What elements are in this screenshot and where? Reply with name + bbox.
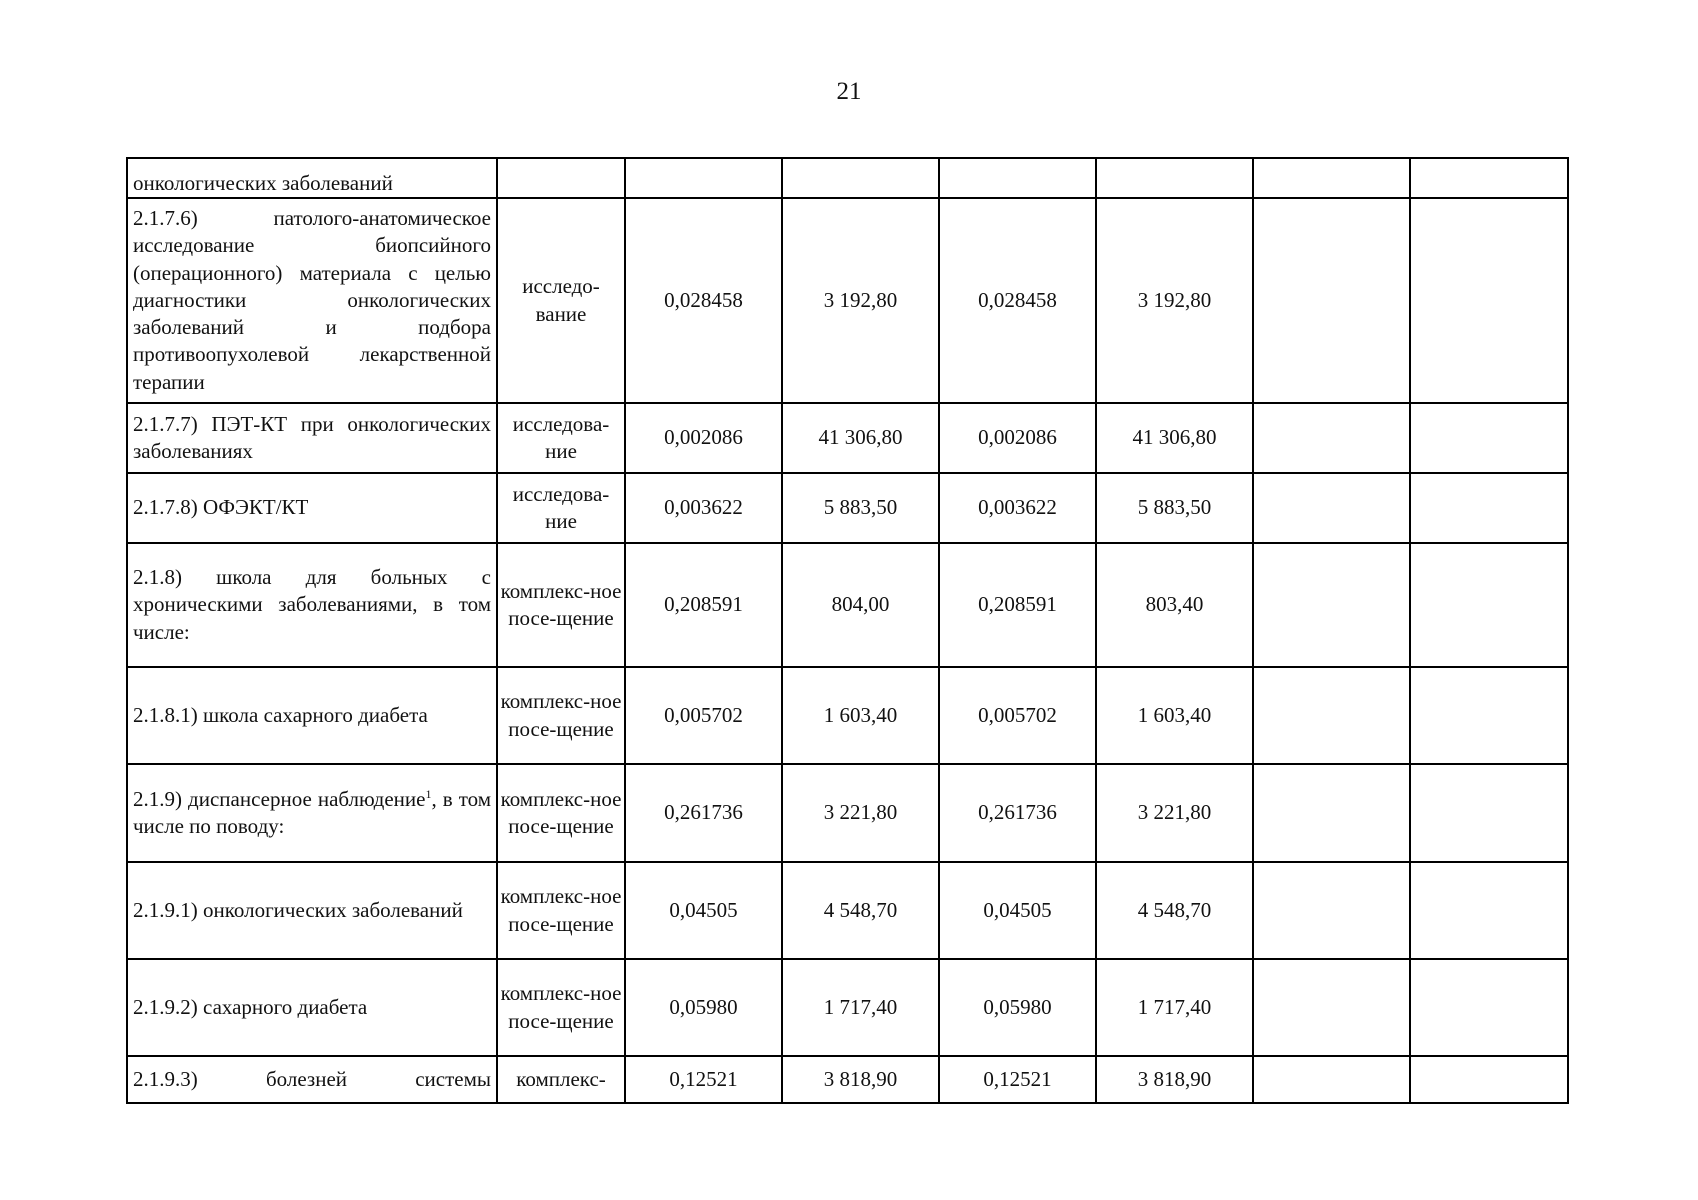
- unit-cell: комплекс-ное посе-щение: [497, 764, 625, 862]
- value-cell: 0,028458: [939, 198, 1096, 403]
- unit-cell: исследова-ние: [497, 473, 625, 543]
- value-cell: [1096, 158, 1253, 198]
- value-cell: 3 818,90: [782, 1056, 939, 1103]
- service-name-cell: 2.1.7.7) ПЭТ-КТ при онкологических заболеваниях: [127, 403, 497, 473]
- value-cell: [625, 158, 782, 198]
- service-name-cell: 2.1.8) школа для больных с хроническими заболеваниями, в том числе:: [127, 543, 497, 667]
- page-number: 21: [836, 78, 862, 105]
- service-name-text: 2.1.9) диспансерное наблюдение: [133, 786, 426, 811]
- table-row: [127, 862, 1568, 959]
- value-cell: 1 717,40: [782, 959, 939, 1056]
- value-cell: 0,12521: [625, 1056, 782, 1103]
- empty-cell: [1410, 473, 1568, 543]
- value-cell: 1 717,40: [1096, 959, 1253, 1056]
- service-name-cell: [127, 764, 497, 862]
- value-cell: 0,003622: [625, 473, 782, 543]
- unit-cell: [497, 158, 625, 198]
- unit-cell: комплекс-ное посе-щение: [497, 667, 625, 764]
- value-cell: 804,00: [782, 543, 939, 667]
- table-row: [127, 198, 1568, 403]
- service-name-cell: 2.1.7.8) ОФЭКТ/КТ: [127, 473, 497, 543]
- value-cell: 0,05980: [939, 959, 1096, 1056]
- service-name-continuation: , в том числе по поводу:: [133, 786, 491, 838]
- value-cell: 5 883,50: [782, 473, 939, 543]
- value-cell: 3 818,90: [1096, 1056, 1253, 1103]
- value-cell: 0,005702: [625, 667, 782, 764]
- service-name-cell: 2.1.9.2) сахарного диабета: [127, 959, 497, 1056]
- unit-cell: комплекс-ное посе-щение: [497, 862, 625, 959]
- value-cell: 0,005702: [939, 667, 1096, 764]
- value-cell: 5 883,50: [1096, 473, 1253, 543]
- service-name-cell: 2.1.9.1) онкологических заболеваний: [127, 862, 497, 959]
- table-row: [127, 667, 1568, 764]
- empty-cell: [1410, 1056, 1568, 1103]
- value-cell: 803,40: [1096, 543, 1253, 667]
- unit-cell: исследова-ние: [497, 403, 625, 473]
- empty-cell: [1410, 158, 1568, 198]
- service-name-cell: 2.1.9.3) болезней системы: [127, 1056, 497, 1103]
- value-cell: 1 603,40: [1096, 667, 1253, 764]
- footnote-marker: 1: [425, 786, 432, 801]
- value-cell: 4 548,70: [1096, 862, 1253, 959]
- value-cell: [782, 158, 939, 198]
- value-cell: 0,208591: [625, 543, 782, 667]
- value-cell: 4 548,70: [782, 862, 939, 959]
- value-cell: 0,05980: [625, 959, 782, 1056]
- value-cell: 0,002086: [625, 403, 782, 473]
- empty-cell: [1410, 862, 1568, 959]
- empty-cell: [1253, 667, 1410, 764]
- table-row: [127, 473, 1568, 543]
- value-cell: 0,04505: [939, 862, 1096, 959]
- empty-cell: [1410, 198, 1568, 403]
- value-cell: 0,208591: [939, 543, 1096, 667]
- empty-cell: [1253, 403, 1410, 473]
- empty-cell: [1253, 158, 1410, 198]
- table-row: [127, 959, 1568, 1056]
- unit-cell: исследо-вание: [497, 198, 625, 403]
- service-name-cell: онкологических заболеваний: [127, 158, 497, 198]
- table-row: [127, 543, 1568, 667]
- service-name-cell: 2.1.8.1) школа сахарного диабета: [127, 667, 497, 764]
- value-cell: 0,028458: [625, 198, 782, 403]
- value-cell: 1 603,40: [782, 667, 939, 764]
- empty-cell: [1410, 764, 1568, 862]
- empty-cell: [1253, 862, 1410, 959]
- unit-cell: комплекс-ное посе-щение: [497, 959, 625, 1056]
- empty-cell: [1410, 959, 1568, 1056]
- value-cell: 3 221,80: [1096, 764, 1253, 862]
- empty-cell: [1410, 543, 1568, 667]
- empty-cell: [1410, 403, 1568, 473]
- empty-cell: [1253, 764, 1410, 862]
- unit-cell: комплекс-: [497, 1056, 625, 1103]
- value-cell: 3 221,80: [782, 764, 939, 862]
- value-cell: 41 306,80: [1096, 403, 1253, 473]
- empty-cell: [1253, 1056, 1410, 1103]
- table-row: [127, 1056, 1568, 1103]
- value-cell: 0,261736: [625, 764, 782, 862]
- table-row: [127, 764, 1568, 862]
- value-cell: 0,002086: [939, 403, 1096, 473]
- value-cell: 3 192,80: [1096, 198, 1253, 403]
- service-name-cell: 2.1.7.6) патолого-анатомическое исследование биопсийного (операционного) материала с целью диагностики онкологических заболеваний и подбора противоопухолевой лекарственной терапии: [127, 198, 497, 403]
- empty-cell: [1253, 198, 1410, 403]
- value-cell: 3 192,80: [782, 198, 939, 403]
- value-cell: 0,003622: [939, 473, 1096, 543]
- value-cell: 0,12521: [939, 1056, 1096, 1103]
- value-cell: 0,261736: [939, 764, 1096, 862]
- value-cell: [939, 158, 1096, 198]
- tariff-table: [126, 157, 1569, 1104]
- value-cell: 0,04505: [625, 862, 782, 959]
- empty-cell: [1253, 543, 1410, 667]
- empty-cell: [1253, 473, 1410, 543]
- empty-cell: [1253, 959, 1410, 1056]
- table-row: [127, 403, 1568, 473]
- unit-cell: комплекс-ное посе-щение: [497, 543, 625, 667]
- empty-cell: [1410, 667, 1568, 764]
- table-row: [127, 158, 1568, 198]
- value-cell: 41 306,80: [782, 403, 939, 473]
